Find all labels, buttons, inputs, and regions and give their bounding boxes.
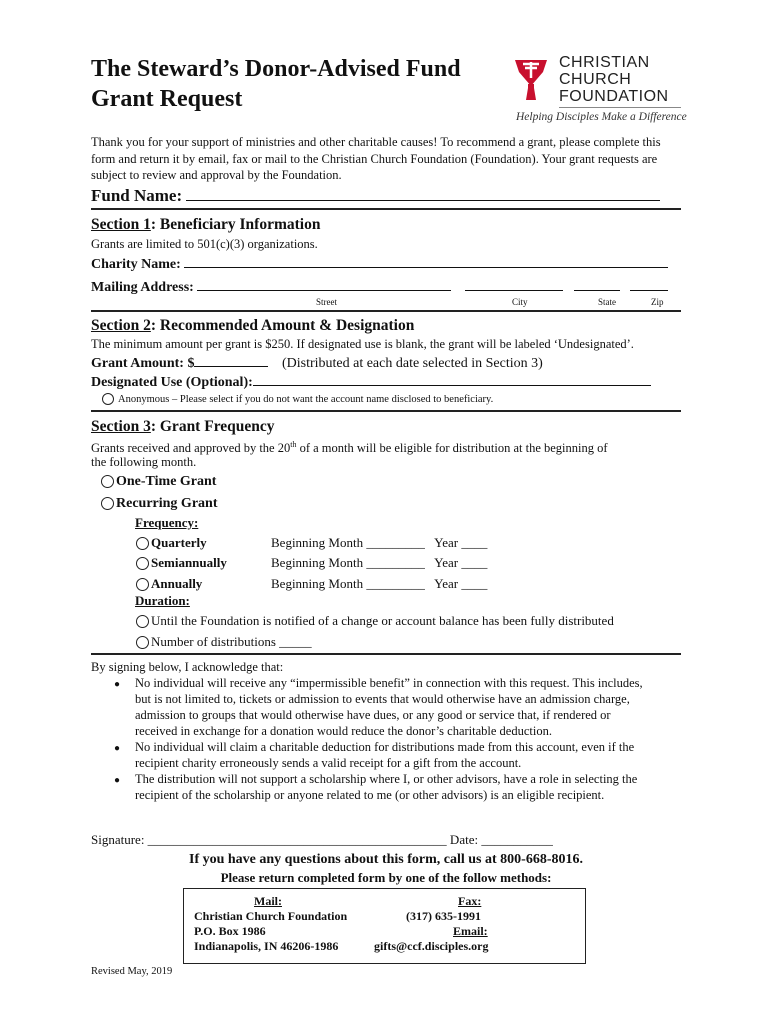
fax-number: (317) 635-1991 xyxy=(406,909,481,923)
one-time-grant-option[interactable] xyxy=(101,474,216,490)
section-3-note-line2: the following month. xyxy=(91,455,197,469)
mail-po-box: P.O. Box 1986 xyxy=(194,924,266,938)
ack-bullet-1-line4: received in exchange for a donation would reduce the donor’s charitable deduction. xyxy=(135,724,552,738)
mail-label: Mail: xyxy=(254,894,282,908)
logo-wordmark: CHRISTIAN CHURCH FOUNDATION xyxy=(559,54,669,105)
ack-bullet-2-line1: No individual will claim a charitable deduction for distributions made from this account, even if the xyxy=(135,740,635,754)
ack-bullet-3-line2: recipient of the scholarship or anyone related to me (or other advisors) is an eligible recipient. xyxy=(135,788,605,802)
zip-caption: Zip xyxy=(651,297,664,307)
semiannually-radio[interactable] xyxy=(136,557,149,570)
frequency-option-semiannually[interactable]: Semiannually xyxy=(136,555,227,571)
quarterly-start[interactable]: Beginning Month _________ Year ____ xyxy=(271,535,488,550)
state-caption: State xyxy=(598,297,616,307)
frequency-option-annually[interactable]: Annually xyxy=(136,576,202,592)
mailing-address-label: Mailing Address: xyxy=(91,280,194,295)
street-caption: Street xyxy=(316,297,337,307)
title-line-2: Grant Request xyxy=(91,86,243,112)
ack-bullet-3-line1: The distribution will not support a scholarship where I, or other advisors, have a role in selecting the xyxy=(135,772,638,786)
ack-bullet-1-line3: admission to groups that would otherwise have dues, or any good or service that, if rendered or xyxy=(135,708,611,722)
divider xyxy=(91,653,681,655)
divider xyxy=(91,208,681,210)
section-3-heading: Section 3: Grant Frequency xyxy=(91,418,275,435)
until-notified-radio[interactable] xyxy=(136,615,149,628)
recurring-label: Recurring Grant xyxy=(116,496,218,511)
divider xyxy=(91,310,681,312)
charity-name-label: Charity Name: xyxy=(91,257,181,272)
section-1-note: Grants are limited to 501(c)(3) organizations. xyxy=(91,237,318,251)
email-label: Email: xyxy=(453,924,488,938)
bullet-icon: ● xyxy=(114,775,121,786)
zip-field[interactable] xyxy=(630,290,668,291)
recurring-radio[interactable] xyxy=(101,497,114,510)
anonymous-radio[interactable] xyxy=(102,393,114,405)
number-of-distributions-radio[interactable] xyxy=(136,636,149,649)
mail-org: Christian Church Foundation xyxy=(194,909,348,923)
duration-number-option[interactable]: Number of distributions _____ xyxy=(136,634,312,650)
fund-name-label: Fund Name: xyxy=(91,186,183,205)
logo-divider xyxy=(559,107,681,108)
section-2-note: The minimum amount per grant is $250. If designated use is blank, the grant will be labeled ‘Undesignated’. xyxy=(91,337,634,351)
chalice-cross-icon xyxy=(513,56,549,108)
anonymous-option[interactable] xyxy=(102,393,493,405)
section-3-note: Grants received and approved by the 20th of a month will be eligible for distribution at the beginning of xyxy=(91,440,608,456)
annually-radio[interactable] xyxy=(136,578,149,591)
recurring-grant-option[interactable] xyxy=(101,496,217,512)
street-field[interactable] xyxy=(197,290,451,291)
designated-use-row xyxy=(91,375,651,391)
divider xyxy=(91,410,681,412)
fund-name-row xyxy=(91,186,660,206)
ack-bullet-2-line2: recipient charity erroneously sends a valid receipt for a gift from the account. xyxy=(135,756,522,770)
logo-tagline: Helping Disciples Make a Difference xyxy=(516,111,687,123)
semiannually-start[interactable]: Beginning Month _________ Year ____ xyxy=(271,555,488,570)
fax-label: Fax: xyxy=(458,894,482,908)
frequency-label: Frequency: xyxy=(135,515,199,530)
ack-bullet-1-line1: No individual will receive any “impermissible benefit” in connection with this request. This includes, xyxy=(135,676,643,690)
title-line-1: The Steward’s Donor-Advised Fund xyxy=(91,56,461,82)
one-time-label: One-Time Grant xyxy=(116,474,217,489)
duration-label: Duration: xyxy=(135,593,190,608)
grant-amount-note: (Distributed at each date selected in Section 3) xyxy=(281,356,543,371)
grant-amount-label: Grant Amount: $ xyxy=(91,356,195,371)
city-caption: City xyxy=(512,297,528,307)
state-field[interactable] xyxy=(574,290,620,291)
bullet-icon: ● xyxy=(114,679,121,690)
contact-methods-line: Please return completed form by one of the follow methods: xyxy=(220,870,552,885)
mailing-address-row xyxy=(91,280,668,296)
fund-name-field[interactable] xyxy=(186,200,660,201)
one-time-radio[interactable] xyxy=(101,475,114,488)
ack-bullet-1-line2: but is not limited to, tickets or admission to events that would otherwise have an admission charge, xyxy=(135,692,630,706)
annually-start[interactable]: Beginning Month _________ Year ____ xyxy=(271,576,488,591)
grant-amount-row xyxy=(91,356,543,372)
quarterly-radio[interactable] xyxy=(136,537,149,550)
acknowledge-intro: By signing below, I acknowledge that: xyxy=(91,660,284,674)
city-field[interactable] xyxy=(465,290,563,291)
designated-use-label: Designated Use (Optional): xyxy=(91,375,253,390)
page-title xyxy=(91,54,511,114)
signature-date-line[interactable]: Signature: ______________________________________________ Date: ___________ xyxy=(91,832,553,847)
section-1-heading: Section 1: Beneficiary Information xyxy=(91,216,321,233)
email-address[interactable]: gifts@ccf.disciples.org xyxy=(374,939,489,953)
contact-box xyxy=(183,888,586,964)
charity-name-row xyxy=(91,257,668,273)
anonymous-label: Anonymous – Please select if you do not want the account name disclosed to beneficiary. xyxy=(118,394,494,405)
mail-city: Indianapolis, IN 46206-1986 xyxy=(194,939,339,953)
frequency-option-quarterly[interactable]: Quarterly xyxy=(136,535,207,551)
contact-phone-line: If you have any questions about this form, call us at 800-668-8016. xyxy=(189,852,583,867)
bullet-icon: ● xyxy=(114,743,121,754)
intro-paragraph: Thank you for your support of ministries and other charitable causes! To recommend a grant, please complete this form and return it by email, fax or mail to the Christian Church Foundation (Foundation). Your grant requests are subject to review and approval by the Foundation. xyxy=(91,135,661,182)
designated-use-field[interactable] xyxy=(253,385,651,386)
foundation-logo xyxy=(513,54,688,124)
duration-until-notified-option[interactable]: Until the Foundation is notified of a change or account balance has been fully distributed xyxy=(136,613,614,629)
section-2-heading: Section 2: Recommended Amount & Designation xyxy=(91,317,415,334)
grant-amount-field[interactable] xyxy=(194,366,268,367)
revision-note: Revised May, 2019 xyxy=(91,966,173,977)
charity-name-field[interactable] xyxy=(184,267,668,268)
